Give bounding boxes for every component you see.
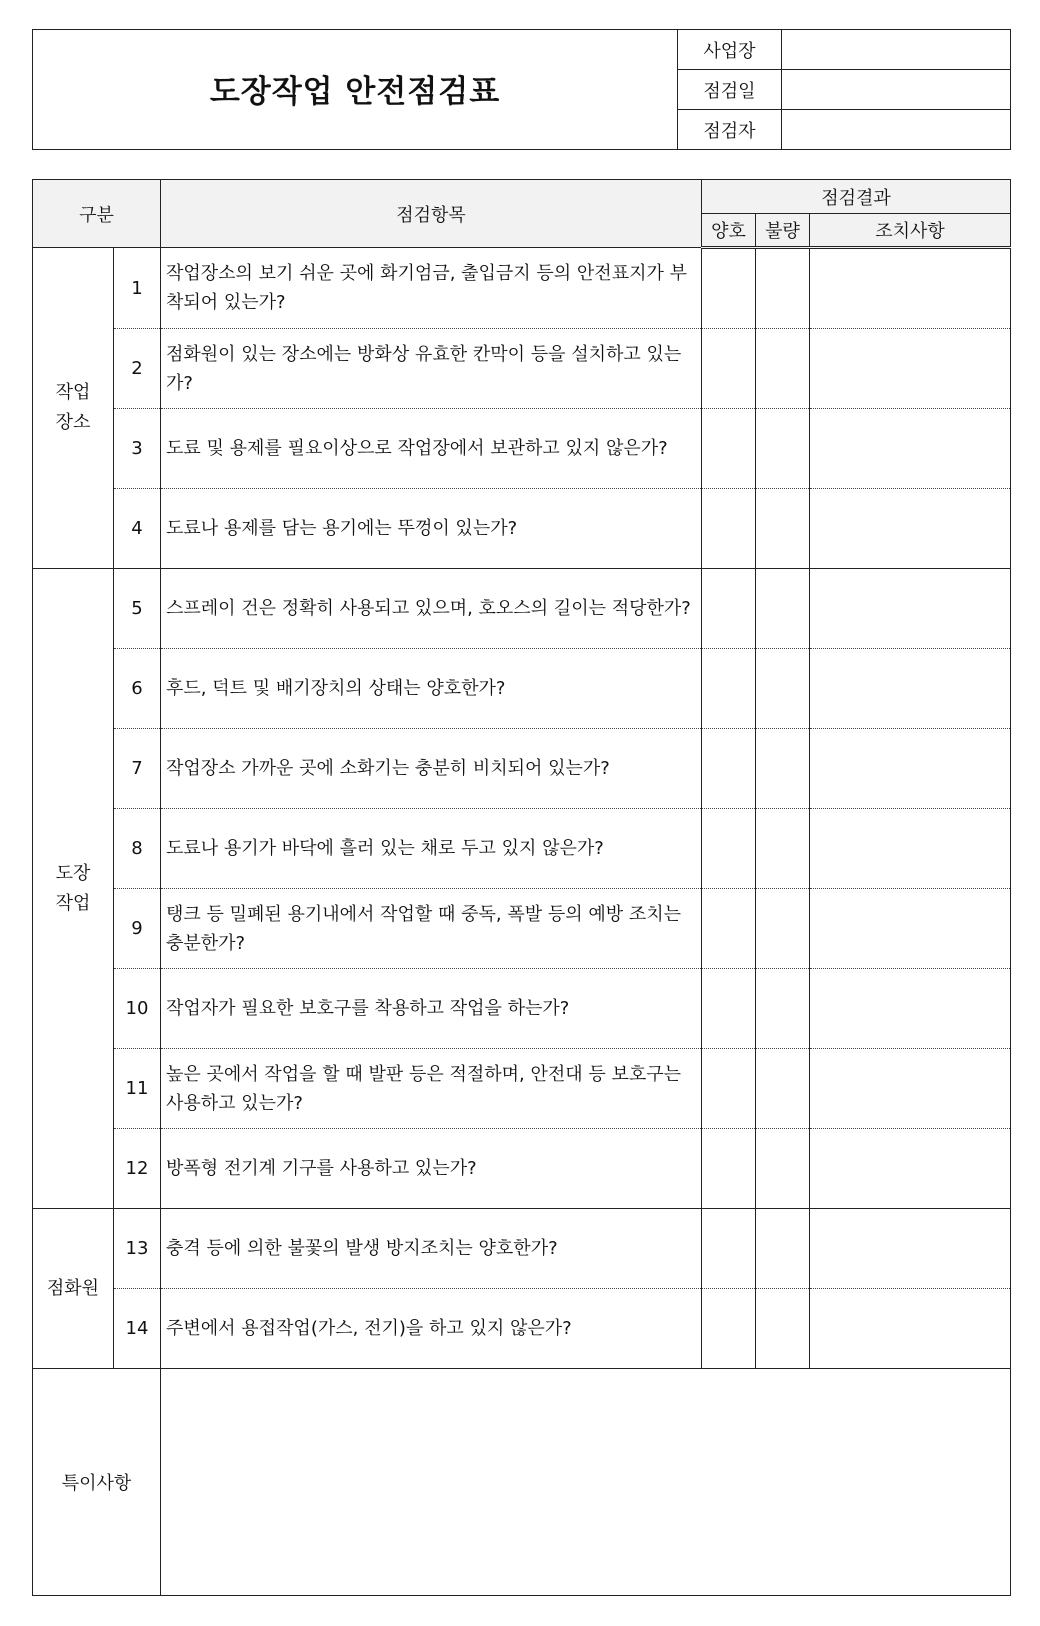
item-number: 12 (114, 1129, 161, 1209)
item-number: 11 (114, 1049, 161, 1129)
section-label: 장소 (55, 412, 91, 433)
item-text: 방폭형 전기계 기구를 사용하고 있는가? (161, 1129, 702, 1209)
good-header: 양호 (702, 214, 756, 248)
inspection-date-label: 점검일 (678, 70, 782, 110)
action-cell[interactable] (810, 649, 1011, 729)
bad-cell[interactable] (756, 969, 810, 1049)
item-header: 점검항목 (161, 180, 702, 248)
section-label: 작업 (55, 382, 91, 403)
item-number: 9 (114, 889, 161, 969)
item-number: 8 (114, 809, 161, 889)
bad-cell[interactable] (756, 489, 810, 569)
good-cell[interactable] (702, 889, 756, 969)
good-cell[interactable] (702, 1289, 756, 1369)
action-cell[interactable] (810, 248, 1011, 329)
good-cell[interactable] (702, 569, 756, 649)
good-cell[interactable] (702, 969, 756, 1049)
category-header: 구분 (33, 180, 161, 248)
item-number: 1 (114, 248, 161, 329)
bad-cell[interactable] (756, 1289, 810, 1369)
workplace-field[interactable] (782, 30, 1011, 70)
item-text: 작업자가 필요한 보호구를 착용하고 작업을 하는가? (161, 969, 702, 1049)
good-cell[interactable] (702, 1049, 756, 1129)
action-cell[interactable] (810, 1049, 1011, 1129)
bad-cell[interactable] (756, 729, 810, 809)
good-cell[interactable] (702, 409, 756, 489)
item-text: 작업장소 가까운 곳에 소화기는 충분히 비치되어 있는가? (161, 729, 702, 809)
section-label: 도장 (55, 862, 91, 884)
item-text: 주변에서 용접작업(가스, 전기)을 하고 있지 않은가? (161, 1289, 702, 1369)
bad-cell[interactable] (756, 248, 810, 329)
good-cell[interactable] (702, 649, 756, 729)
bad-cell[interactable] (756, 1049, 810, 1129)
action-cell[interactable] (810, 1289, 1011, 1369)
inspection-date-field[interactable] (782, 70, 1011, 110)
remarks-field[interactable] (161, 1369, 1011, 1596)
item-text: 점화원이 있는 장소에는 방화상 유효한 칸막이 등을 설치하고 있는가? (161, 329, 702, 409)
item-text: 높은 곳에서 작업을 할 때 발판 등은 적절하며, 안전대 등 보호구는 사용하고 있는가? (161, 1049, 702, 1129)
action-cell[interactable] (810, 729, 1011, 809)
action-cell[interactable] (810, 489, 1011, 569)
item-number: 6 (114, 649, 161, 729)
item-text: 스프레이 건은 정확히 사용되고 있으며, 호오스의 길이는 적당한가? (161, 569, 702, 649)
bad-cell[interactable] (756, 809, 810, 889)
item-number: 7 (114, 729, 161, 809)
section-ignition-source (33, 1209, 114, 1369)
header-table (32, 29, 1011, 150)
inspector-label: 점검자 (678, 110, 782, 150)
page-title: 도장작업 안전점검표 (33, 30, 678, 150)
good-cell[interactable] (702, 329, 756, 409)
bad-cell[interactable] (756, 409, 810, 489)
action-header: 조치사항 (810, 214, 1011, 248)
bad-cell[interactable] (756, 569, 810, 649)
bad-cell[interactable] (756, 1129, 810, 1209)
item-number: 4 (114, 489, 161, 569)
item-text: 후드, 덕트 및 배기장치의 상태는 양호한가? (161, 649, 702, 729)
bad-cell[interactable] (756, 329, 810, 409)
action-cell[interactable] (810, 809, 1011, 889)
remarks-label: 특이사항 (33, 1369, 161, 1596)
section-label: 작업 (55, 892, 91, 914)
result-header: 점검결과 (702, 180, 1011, 214)
item-number: 14 (114, 1289, 161, 1369)
item-text: 도료나 용기가 바닥에 흘러 있는 채로 두고 있지 않은가? (161, 809, 702, 889)
good-cell[interactable] (702, 1209, 756, 1289)
item-text: 작업장소의 보기 쉬운 곳에 화기엄금, 출입금지 등의 안전표지가 부착되어 있는가? (161, 248, 702, 329)
item-text: 도료 및 용제를 필요이상으로 작업장에서 보관하고 있지 않은가? (161, 409, 702, 489)
good-cell[interactable] (702, 489, 756, 569)
section-label: 점화원 (46, 1277, 100, 1299)
checklist-table (32, 179, 1011, 1596)
item-text: 탱크 등 밀폐된 용기내에서 작업할 때 중독, 폭발 등의 예방 조치는 충분한가? (161, 889, 702, 969)
section-painting-work (33, 569, 114, 1209)
action-cell[interactable] (810, 329, 1011, 409)
good-cell[interactable] (702, 248, 756, 329)
action-cell[interactable] (810, 409, 1011, 489)
workplace-label: 사업장 (678, 30, 782, 70)
item-number: 13 (114, 1209, 161, 1289)
item-text: 충격 등에 의한 불꽃의 발생 방지조치는 양호한가? (161, 1209, 702, 1289)
action-cell[interactable] (810, 969, 1011, 1049)
action-cell[interactable] (810, 889, 1011, 969)
inspector-field[interactable] (782, 110, 1011, 150)
section-work-area (33, 248, 114, 569)
item-number: 2 (114, 329, 161, 409)
item-number: 3 (114, 409, 161, 489)
good-cell[interactable] (702, 1129, 756, 1209)
good-cell[interactable] (702, 729, 756, 809)
item-number: 5 (114, 569, 161, 649)
good-cell[interactable] (702, 809, 756, 889)
item-text: 도료나 용제를 담는 용기에는 뚜껑이 있는가? (161, 489, 702, 569)
item-number: 10 (114, 969, 161, 1049)
bad-cell[interactable] (756, 649, 810, 729)
action-cell[interactable] (810, 1129, 1011, 1209)
action-cell[interactable] (810, 569, 1011, 649)
action-cell[interactable] (810, 1209, 1011, 1289)
bad-cell[interactable] (756, 889, 810, 969)
bad-cell[interactable] (756, 1209, 810, 1289)
bad-header: 불량 (756, 214, 810, 248)
